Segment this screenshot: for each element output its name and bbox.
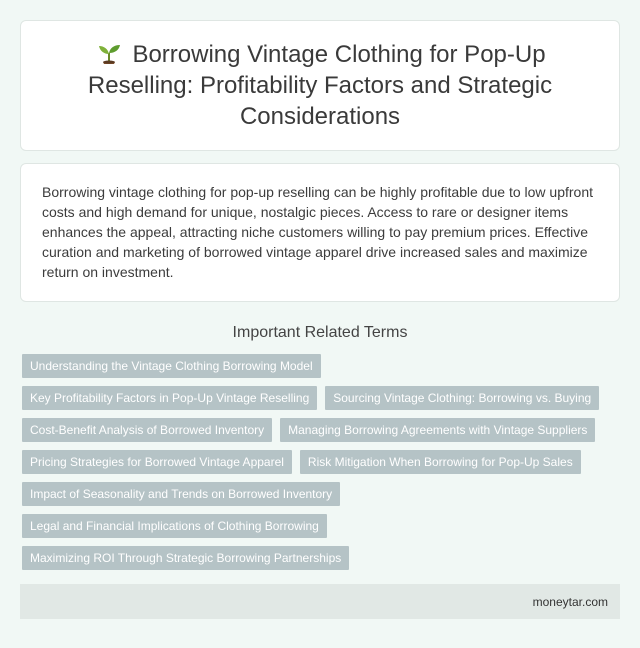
title-card: [20, 20, 620, 151]
related-term-tag[interactable]: Cost-Benefit Analysis of Borrowed Inventory: [22, 418, 272, 442]
related-terms-heading: Important Related Terms: [232, 324, 408, 341]
summary-card: [20, 163, 620, 302]
related-term-tag[interactable]: Managing Borrowing Agreements with Vintage Suppliers: [280, 418, 595, 442]
related-term-tag[interactable]: Pricing Strategies for Borrowed Vintage Apparel: [22, 450, 292, 474]
related-terms-list: [0, 354, 640, 570]
footer-site[interactable]: moneytar.com: [532, 594, 608, 609]
related-term-tag[interactable]: Sourcing Vintage Clothing: Borrowing vs. Buying: [325, 386, 599, 410]
related-term-tag[interactable]: Impact of Seasonality and Trends on Borrowed Inventory: [22, 482, 340, 506]
footer: [20, 584, 620, 619]
summary-text: Borrowing vintage clothing for pop-up reselling can be highly profitable due to low upfront costs and high demand for unique, nostalgic pieces. Access to rare or designer items enhances the appeal, attracting niche customers willing to pay premium prices. Effective curation and marketing of borrowed vintage apparel drive increased sales and maximize return on investment.: [42, 184, 594, 280]
related-term-tag[interactable]: Maximizing ROI Through Strategic Borrowing Partnerships: [22, 546, 349, 570]
page-title: [51, 39, 589, 132]
related-term-tag[interactable]: Risk Mitigation When Borrowing for Pop-Up Sales: [300, 450, 581, 474]
sprout-icon: [94, 42, 124, 64]
related-term-tag[interactable]: Understanding the Vintage Clothing Borrowing Model: [22, 354, 321, 378]
related-term-tag[interactable]: Legal and Financial Implications of Clothing Borrowing: [22, 514, 327, 538]
related-term-tag[interactable]: Key Profitability Factors in Pop-Up Vintage Reselling: [22, 386, 317, 410]
page-title-text: Borrowing Vintage Clothing for Pop-Up Reselling: Profitability Factors and Strategic Considerations: [87, 41, 553, 130]
